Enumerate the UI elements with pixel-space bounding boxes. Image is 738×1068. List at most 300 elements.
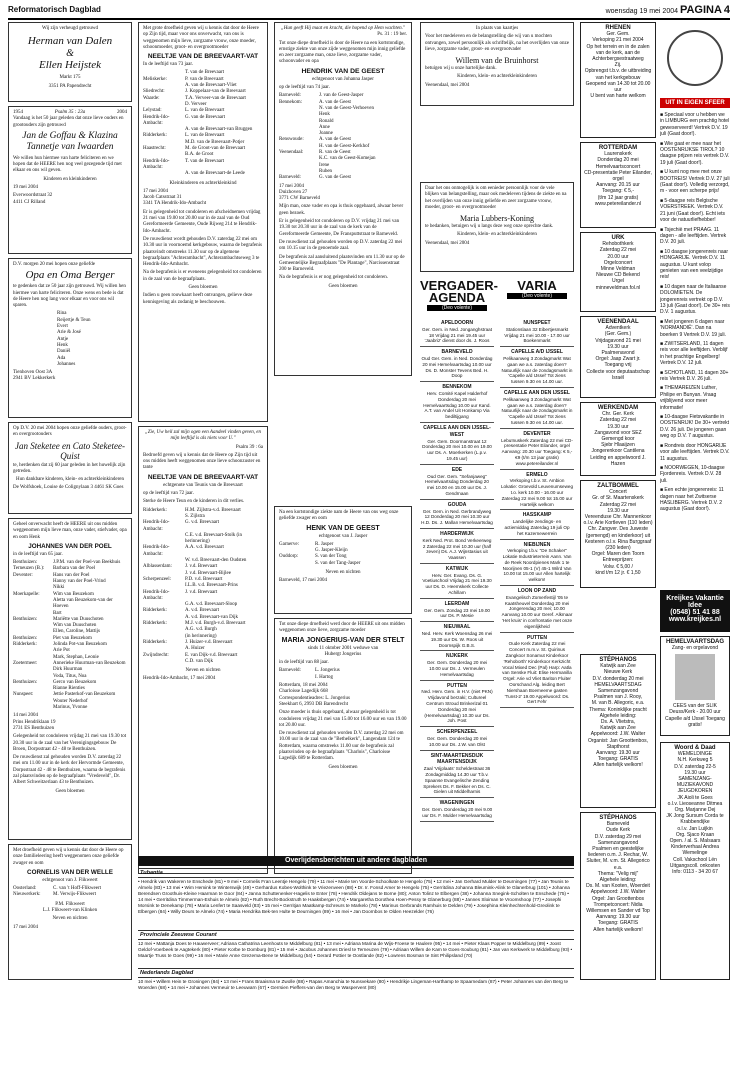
breevaart-service: De rouwdienst wordt gehouden D.V. zaterdag 22 mei om 10.30 uur in voornoemd kerkgebouw, waarna de begrafenis plaatsvindt omstreeks 11.30 uur op de algemene begraafplaats "Achterambacht", Achterambachtseweg 3 te Hendrik-Ido-Ambacht. bbox=[143, 236, 262, 268]
section-tubantia bbox=[138, 868, 574, 928]
performer-photo bbox=[675, 654, 715, 700]
berger-address: Tienhoven Oost 3A bbox=[13, 370, 53, 376]
ad-stephanos-barneveld bbox=[580, 812, 656, 980]
person-name: Aletta van Beuzekom-van der Hoeven bbox=[53, 597, 113, 610]
ad-veenendaal bbox=[580, 316, 656, 398]
thanks-name: Willem van de Bruinhorst bbox=[455, 56, 539, 66]
ad-line: Geopend van 14.30 tot 20.00 uur bbox=[585, 80, 651, 94]
place-label: Ridderkerk: bbox=[143, 621, 167, 627]
ad-line: Ds. M. van Kooten, Woerdeit bbox=[586, 883, 650, 890]
person-name: Rianne Rienties bbox=[53, 686, 85, 692]
ad-line: Zaterdag 22 mei bbox=[599, 501, 637, 508]
person-name: J. v.d. Breevaart bbox=[185, 564, 218, 570]
ampersand: & bbox=[66, 48, 74, 60]
section-title: Nederlands Dagblad bbox=[138, 968, 574, 978]
jongerius-condolence: Onze moeder is thuis opgebaard, alwaar gelegenheid is tot condoleren vrijdag 21 mei van 15.00 tot 16.00 uur en van 19.00 tot 20.00 uur. bbox=[279, 710, 407, 728]
steketee-names: Jan Steketee en Cato Steketee-Quist bbox=[15, 440, 125, 461]
welle-date: 17 mei 2004 bbox=[13, 924, 38, 930]
family-row bbox=[143, 545, 263, 558]
poel-city: 2731 ES Benthuizen bbox=[13, 725, 55, 731]
ad-line: o.l.v. Jan Luijkin bbox=[677, 825, 713, 832]
person-name: Henk bbox=[319, 112, 330, 118]
ad-line: Thema: Koninklijke pracht bbox=[589, 706, 647, 713]
henk-date: Barneveld, 17 mei 2004 bbox=[279, 578, 328, 584]
dateline bbox=[606, 4, 730, 16]
geest-city: 3771 CW Barneveld bbox=[279, 196, 321, 202]
person-name: S. Zijlstra bbox=[185, 513, 205, 519]
ad-line: Kinderverhaal Andrea Wemelinge bbox=[670, 844, 720, 857]
place-label: Moerkapelle: bbox=[13, 591, 40, 597]
sidebar-travel-item bbox=[660, 141, 730, 167]
ad-line: 19.30 uur bbox=[684, 769, 706, 776]
ad-line: Toegang: € 5,- bbox=[602, 188, 634, 195]
agenda-item-title: NUNSPEET bbox=[523, 320, 551, 326]
lubbers-name: Maria Lubbers-Koning bbox=[460, 214, 534, 224]
person-name: D. Verveer bbox=[185, 101, 207, 107]
agenda-title: VERGADER-AGENDA bbox=[420, 278, 499, 305]
bullet-icon: ■ bbox=[660, 140, 665, 147]
jongerius-correspondence: Correspondentieadres: L. Jongerius bbox=[279, 695, 350, 701]
obituary-henk-van-de-geest bbox=[274, 506, 412, 614]
place-label: Benthuizen: bbox=[13, 560, 38, 566]
breevaart-condolence: Er is gelegenheid tot condoleren en afscheidnemen vrijdag 21 mei van 19.00 tot 20.00 uur in de zaal van de Oud Gereformeerde Gemeente, Oude Rijweg 214 te Hendrik-Ido-Ambacht. bbox=[143, 209, 261, 234]
agenda-item-title: ERMELO bbox=[526, 471, 548, 478]
sidebar-item-text: Wie gaat er mee naar het OOSTENRIJKSE TIROL? 10 daagse prijzen reis vertrek D.V. 19 juli (Gaat door!). bbox=[660, 140, 730, 166]
ad-line: Leiding en appelwoord J. Hazen bbox=[590, 454, 646, 467]
bullet-icon: ■ bbox=[660, 442, 665, 449]
sidebar-travel-item bbox=[660, 169, 730, 195]
poel-name: JOHANNES VAN DER POEL bbox=[28, 542, 112, 550]
berger-grandchildren bbox=[13, 311, 127, 368]
lubbers-sign: Kinderen, klein- en achterkleinkinderen bbox=[457, 232, 537, 238]
person-name: E. van Dijk-v.d. Breevaart bbox=[185, 652, 238, 658]
ad-line: CD-presentatie Peter Eilander, orgel bbox=[584, 169, 652, 183]
ad-stephanos-katwijk bbox=[580, 654, 656, 808]
varia-title: VARIA bbox=[517, 278, 557, 293]
agenda-item bbox=[420, 529, 494, 564]
ad-line: 19.30 uur bbox=[607, 423, 629, 430]
bullet-icon: ■ bbox=[660, 341, 665, 347]
breevaart2-sign: Neven en nichten bbox=[185, 668, 221, 674]
page-number: 4 bbox=[723, 4, 730, 16]
ad-line: Volw. € 5,00 / bbox=[603, 563, 633, 570]
ad-line: Ger. Gem. bbox=[606, 31, 630, 38]
anniversary-couple: Jan de Goffau & Klazina Tannetje van Iwaarden bbox=[22, 130, 118, 152]
anniversary-berger bbox=[8, 258, 132, 418]
bullet-icon: ■ bbox=[660, 414, 665, 421]
lubbers-text: Daar het ons onmogelijk is om eenieder persoonlijk voor de vele blijken van belangstelling, maar ook medeleven tijdens de ziekte en na het overlijden van onze innig geliefde en zeer zorgzame vrouw, moeder, groot- en overgrootmoeder bbox=[425, 186, 567, 210]
poel-date: 14 mei 2004 bbox=[13, 713, 38, 719]
agenda-item bbox=[420, 599, 494, 622]
place-label: Ridderkerk: bbox=[143, 639, 167, 645]
ad-line: Entreeprijzen: bbox=[602, 557, 634, 564]
person-name: G. van de Breevaart bbox=[185, 114, 225, 120]
agenda-item-body: Landelijke zendings- en actiemiddag Zaterdag 19 juli Op het Kazernewerrein bbox=[504, 519, 570, 536]
list-item: Reijertje & Teun bbox=[57, 317, 91, 323]
agenda-item bbox=[420, 347, 494, 382]
agenda-item bbox=[500, 586, 574, 633]
agenda-item-title: HASSKAMP bbox=[522, 512, 552, 519]
agenda-item-title: PUTTEN bbox=[447, 682, 467, 689]
person-name: Jettie Pasterkof-van Beuzekom bbox=[53, 692, 116, 698]
ad-line: M. van B. Allegoric, e.a. bbox=[591, 700, 645, 707]
obituary-van-der-welle bbox=[8, 844, 132, 980]
family-row bbox=[13, 598, 127, 611]
ad-line: 19.30 uur bbox=[607, 507, 629, 514]
ad-line: 20.00 uur bbox=[607, 253, 629, 260]
agenda-item-body: Ger. Gem. in Ned. Jonganghstraat 18 Vrijdag 21 mei 19.45 uur 'Jaabriz' dienst door ds. J. Roos bbox=[422, 326, 492, 344]
kreijkes-phone: (0548) 51 41 88 bbox=[670, 609, 720, 616]
ad-line: Org. Sjaco Kraan bbox=[675, 831, 715, 838]
henk-intro: Na een kortstondige ziekte nam de Heere van ons weg onze geliefde zwager en oom bbox=[279, 510, 399, 522]
place-label: Ridderkerk: bbox=[13, 642, 37, 648]
ad-line: Samenzangavond bbox=[597, 839, 639, 846]
ad-line: Orgel: Maren den Toorn bbox=[591, 551, 645, 558]
welle-row bbox=[13, 892, 127, 898]
henk-sub: echtgenoot van J. Jasper bbox=[318, 533, 368, 539]
geest-name: HENDRIK VAN DE GEEST bbox=[301, 67, 385, 75]
place-label bbox=[143, 533, 185, 546]
thanks-date: Veenendaal, mei 2004 bbox=[425, 82, 470, 88]
ad-line: Trompetconcert: Nidia Willemsen en Sander vd Top bbox=[586, 901, 650, 915]
agenda-item bbox=[420, 751, 494, 799]
ad-line: Ds. A. Vlietstra, bbox=[600, 719, 636, 726]
thanks-sign: Kinderen, klein- en achterkleinkinderen bbox=[457, 74, 537, 80]
person-name: L. van de Breevaart bbox=[185, 108, 225, 114]
steketee-sign: Hun dankbare kinderen, klein- en achterkleinkinderen bbox=[15, 477, 124, 483]
person-name: Hans van der Poel bbox=[53, 572, 90, 578]
agenda-item-body: Ned. Herv. Gem. in H.V. (niet PKN) Vrijdavond berzaki; Cultureel Centrum Stroud Brinkerizal 01 Donderdag 20 mei (Hemelvaartsdag) 10.30 uur Ds. Joh. Post bbox=[421, 689, 493, 724]
address-city: 3351 PA Papendrecht bbox=[48, 83, 92, 89]
person-name: S. van der Tang-Jasper bbox=[315, 560, 361, 566]
sidebar-travel-item bbox=[660, 414, 730, 440]
place-label bbox=[279, 561, 315, 567]
ad-line: SAMENZANG-MUZIEKAVOND bbox=[676, 776, 714, 789]
place-label: Barneveld: bbox=[279, 175, 301, 181]
person-name: C.E. v.d. Breevaart-Stolk (in herinnering) bbox=[185, 532, 243, 545]
bullet-icon: ■ bbox=[660, 385, 665, 392]
person-name: A. van de Breevaart-Vliet bbox=[185, 83, 237, 89]
agenda-item-title: BARNEVELD bbox=[441, 349, 473, 356]
thanks-lubbers bbox=[420, 182, 574, 272]
place-label: Hendrik-Ido-Ambacht: bbox=[143, 158, 170, 170]
agenda-item-body: Ger. Gem. Doormanstraat 12 Donderdag 20 mei 10.00 en 19.00 uur Ds. A. Moerkerken (L.p.v. 19.45 uur) bbox=[422, 438, 492, 461]
person-name: Joanne bbox=[319, 131, 333, 137]
sidebar-travel-item bbox=[660, 249, 730, 281]
person-name: T. van de Breevaart bbox=[185, 70, 225, 76]
place-label: Alblasserdam: bbox=[143, 564, 172, 570]
ad-line: Psalmen van J. Rooy, bbox=[593, 694, 643, 701]
agenda-item-title: SCHERPENZEEL bbox=[436, 729, 478, 736]
person-name: Dirk Huurman bbox=[53, 667, 83, 673]
person-name: H.M. Zijlstra-v.d. Breevaart bbox=[185, 507, 241, 513]
sidebar-item-text: SCHOTLAND, 11 dagen 30+ reis Vertrek D.V. 26 juli. bbox=[660, 369, 729, 383]
agenda-item bbox=[420, 727, 494, 750]
sidebar-travel-item bbox=[660, 319, 730, 338]
ad-line: Donderdag 20 mei bbox=[597, 157, 639, 164]
person-name: G. Jasper-Kleijn bbox=[315, 548, 348, 554]
person-name: A. v.d. Breevaart-van Dijk bbox=[185, 614, 238, 620]
agenda-item-title: CAPELLE AAN DEN IJSSEL bbox=[504, 389, 570, 396]
family-row bbox=[143, 159, 263, 172]
ad-line: Verkoping 21 mei 2004 bbox=[592, 37, 644, 44]
place-label: Oosterland: bbox=[13, 886, 37, 892]
henk-family-list bbox=[279, 542, 407, 567]
sidebar-travel-item bbox=[660, 227, 730, 246]
person-name: Ruben bbox=[319, 168, 333, 174]
geest-no-flowers: Geen bloemen bbox=[328, 283, 358, 289]
anniversary-goffau bbox=[8, 106, 132, 254]
ad-line: Aanvang: 19.30 uur bbox=[596, 750, 640, 757]
list-item: Rina bbox=[57, 311, 67, 317]
agenda-item-title: NIJKERK bbox=[446, 653, 468, 660]
geest-text5: De begrafenis zal aansluitend plaatsvinden om 11.30 uur op de Gemeentelijke Begraafplaats "De Plantage", Narcissenstraat 200 te Barneveld. bbox=[279, 254, 405, 273]
place-label: Haastrecht: bbox=[143, 146, 166, 152]
ad-line: Orgel: Jaap Zwart jr. bbox=[595, 356, 641, 363]
travel-logo-icon bbox=[667, 30, 723, 86]
thanks-bruinhorst bbox=[420, 22, 574, 106]
person-name: J.P.M. van der Poel-van Beekhuis bbox=[53, 560, 121, 566]
place-label: Zoetermeer: bbox=[13, 660, 38, 666]
person-name: J. Huizer-v.d. Breevaart bbox=[185, 639, 233, 645]
list-item: Henk bbox=[57, 342, 68, 348]
bullet-icon: ■ bbox=[660, 169, 665, 176]
jongerius-correspondence-addr: Steekhart 6, 2993 DB Barendrecht bbox=[279, 701, 349, 707]
geest-sub: echtgenoot van Johanna Jasper bbox=[312, 76, 374, 82]
section-text: 12 mei • Mattanja Does te Hauwerveer; Adriana Cathatrina Leenhouts te Middelburg (81) • 13 mei • Adriana Marina de Wijs-Froese te Haulere (95) • 14 mei • Pieter Klaas Popper te Middelburg (89) • Joost Geldof-Voerbeek te Aagtekerk (80) • Pieter Korbe te Domburg (81) • 15 mei • Jacobus Johannes Driesl te Terneuzen (79) • Adriaan Willem de Kam te Goes-Souburg (81) • Jan van Kerkwerk te Middelburg (93) • Maartje Truss te Goes (99) • 16 mei • Marie Anne Grezema-Bene te Middelburg (54) • Gerard Pottier te Oostlande (82) • Lowrens Bosman te Sint Philipsland (70) bbox=[138, 941, 573, 958]
welle-sign: Neven en nichten bbox=[52, 916, 88, 922]
jongerius-sub2: Hubergt Jongerius bbox=[324, 651, 362, 657]
varia-list bbox=[500, 318, 574, 868]
person-name: Marinus, Yvonne bbox=[53, 705, 88, 711]
ad-line: Opbrengst t.b.v. de uitbreiding van het kerkgebouw bbox=[584, 68, 652, 81]
obituary-jongerius bbox=[274, 618, 412, 874]
place-label: Nunspeet: bbox=[13, 692, 34, 698]
person-name: G. van de Geest bbox=[319, 175, 351, 181]
sidebar-item-text: Met jongeren 6 dagen naar 'NORMANDIË'. Dan na boerken 9 Vertrek D.V. 19 juli. bbox=[660, 318, 726, 338]
breevaart2-footer: Hendrik-Ido-Ambacht, 17 mei 2004 bbox=[143, 676, 216, 682]
agenda-item bbox=[420, 651, 494, 680]
agenda-item-body: Oud Ger. Gem. in Ned. Donderdag 20 mei Hemelvaartsdag 10.00 uur Ds. D. Monster Tevens Bed. H. Doop bbox=[421, 355, 493, 379]
ad-line: Katwijk aan Zee bbox=[600, 663, 636, 670]
list-item: Johannes bbox=[57, 361, 76, 367]
breevaart-city: 3341 TA Hendrik-Ido-Ambacht bbox=[143, 201, 207, 207]
ad-line: Psalmen en geestelijke liederen o.m. J. Rechar, W. Sluiter, M. v.m. St. Allegorico e.a. bbox=[586, 846, 650, 871]
ad-line: N.H. Kerkweg 5 bbox=[677, 757, 713, 764]
ad-title: STÉPHANOS bbox=[599, 815, 637, 821]
place-label bbox=[143, 659, 185, 665]
person-name: Ellen, Caroline, Mattijs bbox=[53, 629, 100, 635]
ad-line: Concert bbox=[609, 489, 627, 496]
agenda-list bbox=[420, 318, 494, 868]
agenda-item bbox=[500, 540, 574, 587]
ad-line: D.V. zaterdag 22-5 bbox=[674, 763, 716, 770]
poel-age: in de leeftijd van 65 jaar. bbox=[13, 551, 63, 557]
welle-intro: Met droefheid geven wij u kennis dat door de Heere op onze familieleering heeft weggenomen onze geliefde zwager en oom bbox=[13, 848, 124, 866]
person-name: A. v.d. Breevaart bbox=[185, 608, 219, 614]
place-label: Meliskerke: bbox=[143, 76, 167, 82]
person-name: Bart bbox=[53, 610, 62, 616]
place-label: Hendrik-Ido-Ambacht: bbox=[143, 545, 170, 557]
place-label: Bennekom: bbox=[279, 99, 303, 105]
person-name: L.J. Flikweert-van Klinken bbox=[42, 908, 98, 914]
ad-line: Oude Kerk bbox=[606, 827, 630, 834]
breevaart-after: Na de begrafenis is er eveneens gelegenheid tot condoleren in de zaal van de begraafplaats. bbox=[143, 270, 262, 282]
section-title: Provinciale Zeeuwse Courant bbox=[138, 930, 574, 940]
bullet-icon: ■ bbox=[660, 487, 665, 494]
place-label: Benthuizen: bbox=[13, 616, 38, 622]
ad-line: Algehele leiding: bbox=[599, 712, 637, 719]
person-name: T.A. Verveer-van de Breevaart bbox=[185, 95, 246, 101]
section-text: • Hendrik van Wakeren te Enschede (81) • 9 mei • Cornelis Fran Leentje Hengelo (79) • 11 mei • Marie ten Voorde-Schoolkate te Hengelo (75) • 12 mei • Jan Gerhard Mulder te Deurningen (77) • Jan Teunis te Almelo (83) • 13 mei • Wim Hemink te Winterswijk (49) • Gerhardus Kobes-Wolthink te Vriezenveen (88) • Dr. Ir. Fonsd Amer te Hengelo (75) • Gerritdina Johanna Bleumink-Alink te Glanerbrug (101) • Johanna Berendsen Groothuis-Kleine Haarman te Goor (84) • Janna Schuttenenker-Hagelis te Enter (78) • Hendrik Oldejans te Borne (80); Anton Tolinz te Elbergen (38) • Johanna Snegink-Scholten te Enschede (75) • 14 mei • Gerritdina Timmerman-Eshuis te Almelo (82) • Ruth Brecht-Bockstruth te Haaksbergen (74) • Margaretha Dorothea Hoen-Pessy te Glanerburg (88) • Jannes Sloiman te Vroomshoop (77) • Josephi Morsink te Denekamp (78) • Maria Lenfert te Saasveld (83) • 15 mei • Gerritjan Maatkamp-Schreurs te Markelo (78) • Marinus Gerbrands Ramhuis te Delden (79) • Josephina Kleinhechtenhold-Greolink te Elbergen (84) • Willy Deurs te Almelo (74) • Maria Hendrika Bek-ten Hulte te Deurningen (89) • 16 mei • Jan Doornbos te Olden Heezelder (76) bbox=[138, 879, 570, 914]
agenda-item-body: Lebuïnuskerk Zaterdag 22 mei CD-presentatie Peter Eilander, orgel Aanvang: 20.30 uur Toegang: € 5,- €9 (t/m 13 jaar gratis) www.petereilander.nl bbox=[501, 437, 573, 466]
ad-line: Gemengd koor bbox=[601, 436, 635, 443]
section-nd bbox=[138, 968, 574, 998]
person-name: A. van de Breevaart-van Bruggen bbox=[185, 127, 253, 133]
place-label: Sliedrecht: bbox=[143, 89, 165, 95]
ad-werkendam bbox=[580, 402, 656, 476]
bullet-icon: ■ bbox=[660, 283, 665, 290]
breevaart2-age: op de leeftijd van 72 jaar. bbox=[143, 491, 194, 497]
anniversary-text: Vandaag is het 50 jaar geleden dat onze lieve ouders en grootouders zijn getrouwd bbox=[13, 116, 124, 128]
ad-line: Organist: Jan Groottenbos, Stapthorst bbox=[587, 737, 649, 750]
breevaart2-family-list bbox=[143, 508, 263, 665]
jongerius-sub1: sinds 11 oktober 2001 weduwe van bbox=[307, 645, 379, 651]
person-name: G.A. v.d. Breevaart-Sloop bbox=[185, 602, 238, 608]
person-name: M.D. van de Breevaart-Potjer bbox=[185, 139, 245, 145]
person-name: R. Jasper bbox=[315, 541, 334, 547]
person-name: Gerco van Beuzekom bbox=[53, 679, 97, 685]
geest-date: 17 mei 2004 bbox=[279, 183, 304, 189]
agenda-item-body: Ger. Gem. Donderdag 20 mei 10.00 uur Ds. J.W. van Olst bbox=[426, 736, 488, 747]
ad-rotterdam bbox=[580, 142, 656, 228]
place-label: Garnerve: bbox=[279, 541, 299, 547]
person-name: R. van de Geest bbox=[319, 150, 351, 156]
sidebar-travel-item bbox=[660, 198, 730, 224]
anniversary-sign: Kinderen en kleinkinderen bbox=[43, 176, 97, 182]
breevaart2-intro: Bedroefd geven wij u kennis dat de Heere op Zijn tijd uit ons midden heeft weggenomen onze lieve schoonzuster en tante bbox=[143, 452, 261, 471]
ad-line: Orgel: Jan Groottenbos bbox=[592, 895, 644, 902]
family-row bbox=[13, 705, 127, 711]
person-name: Annerieke Huurman-van Beuzekom bbox=[53, 660, 126, 666]
ad-line: Zij. bbox=[614, 62, 622, 69]
ad-line: Urgel bbox=[612, 278, 624, 285]
ad-title: URK bbox=[611, 235, 625, 241]
family-row bbox=[143, 520, 263, 533]
ad-line: HEMELVAARTSDAG bbox=[594, 681, 642, 688]
agenda-item-title: PUTTEN bbox=[527, 634, 547, 641]
person-name: Irene bbox=[319, 162, 330, 168]
jongerius-address: Charloisse Lagedijk 668 bbox=[279, 689, 328, 695]
jongerius-intro: Tot onze diepe droefheid werd door de HEERE uit ons midden weggenomen onze lieve, zorgzame moeder bbox=[279, 622, 405, 634]
agenda-item bbox=[420, 681, 494, 728]
bullet-icon: ■ bbox=[660, 248, 665, 255]
ad-rhenen bbox=[580, 22, 656, 138]
hemel-title: HEMELVAARTSDAG bbox=[665, 639, 725, 645]
agenda-item-title: SINT-MAARTENSDIJK MAARTENSDIJK bbox=[430, 752, 484, 766]
geest-address: Duizhoven 27 bbox=[279, 189, 308, 195]
bullet-icon: ■ bbox=[660, 226, 665, 233]
thanks-text: Voor het medeleven en de belangstelling die wij van u mochten ontvangen, zowel persoonlijk als schriftelijk, na het overlijden van onze lieve, zorgzame vader, groot- en overgrootvader bbox=[425, 34, 569, 52]
person-name: A. Huizer bbox=[185, 646, 205, 652]
person-name: Barbara van der Poel bbox=[53, 566, 96, 572]
announcement-intro: Wij zijn verheugd getrouwd bbox=[41, 26, 99, 31]
ad-line: WEMELDINGE bbox=[677, 751, 713, 758]
place-label: Benthuizen: bbox=[13, 679, 38, 685]
breevaart2-verse-ref: Psalm 39 : 6a bbox=[235, 444, 263, 450]
person-name: Mark, Stephan, Leonie bbox=[53, 654, 99, 660]
agenda-item-title: CAPELLE AAN DEN IJSSEL-WEST bbox=[423, 424, 491, 438]
ad-line: Info: 0113 - 34 20 67 bbox=[672, 869, 718, 876]
ad-hemelvaart bbox=[660, 636, 730, 736]
agenda-item-body: Ger. Gem. Zondag 23 mei 19.00 uur Ds. P. Mesie bbox=[424, 607, 490, 619]
sidebar-item-text: 10 daagse jongerenreis naar HONGARIJE. Vertrek D.V. 11 augustus. U kunt volop genieten van een veelzijdige reis! bbox=[660, 248, 729, 281]
person-name: I. Hartog bbox=[315, 674, 334, 680]
welle-name: CORNELIS VAN DER WELLE bbox=[27, 868, 113, 876]
ad-line: Op het terrein en in de zalen van de kerk, aan de Achterbergsestraatweg bbox=[586, 43, 650, 63]
agenda-item-title: NIEBIJNEN bbox=[523, 541, 551, 548]
agenda-item-body: Ger. Gem. in Ned. Gerbrandyweg 12 Donderdag 20 mei 10.30 uur H.D. Ds. J. Mallan Hemelvaartsdag bbox=[421, 508, 493, 526]
agenda-item-body: Ned. Herv. Kerk Woensdag 26 mei 19.30 uur Ds. W. Roos uit Doornspijk G.B.S. bbox=[421, 631, 493, 648]
breevaart2-name: NEELTJE VAN DE BREEVAART-VAT bbox=[147, 473, 259, 481]
family-row bbox=[143, 659, 263, 665]
ad-title: ROTTERDAM bbox=[598, 145, 638, 151]
person-name: P.M. Flikweert bbox=[55, 901, 85, 907]
ad-line: Org. Marjanne Dej bbox=[674, 807, 716, 814]
jongerius-age: in de leeftijd van 88 jaar. bbox=[279, 660, 329, 666]
ad-line: Chr. Ger. Kerk bbox=[602, 411, 634, 418]
family-row bbox=[279, 561, 407, 567]
ad-line: Katwijk aan Zee bbox=[600, 725, 636, 732]
place-label bbox=[279, 675, 315, 681]
poel-intro: Geheel onverwacht heeft de HEERE uit ons midden weggenomen mijn lieve man, onze vader, stiefvader, opa en oom Henk bbox=[13, 522, 127, 540]
person-name: B.A. de Groot bbox=[185, 152, 214, 158]
sidebar-item-text: Een echte jongerenreis: 11 dagen naar het Zwitserse HASLIBERG. Vertrek D.V. 2 augustus (Gaat door!). bbox=[660, 487, 724, 513]
place-label: Hendrik-Ido-Ambacht: bbox=[143, 589, 170, 601]
place-label: Waarde: bbox=[143, 95, 160, 101]
breevaart-address: Jacob Catsstraat 31 bbox=[143, 195, 182, 201]
ad-line: Nieuwe CD Bekend bbox=[596, 272, 640, 279]
agenda-item-title: DEVENTER bbox=[523, 430, 551, 437]
section-title: Tubantia bbox=[138, 868, 574, 878]
anniversary-city: 4411 CJ Rilland bbox=[13, 199, 46, 205]
ad-line: JK Jong Sursum Corda te Krabbendijke bbox=[666, 813, 724, 826]
anniversary-wish: We willen hun hiermee van harte feliciteren en we hopen dat de HEERE hen nog veel gezegende tijd met elkaar en ons wil geven. bbox=[13, 155, 122, 174]
ad-line: Rehobothkerk bbox=[602, 241, 634, 248]
person-name: S. van der Tong bbox=[315, 554, 347, 560]
ad-line: D.V. zaterdag 29 mei bbox=[594, 833, 642, 840]
sidebar-item-text: Speciaal voor u hebben we in LIMBURG een prachtig hotel geweserveerd! Vertrek D.V. 19 juli (Gaat door!). bbox=[660, 112, 730, 138]
poel-no-flowers: Geen bloemen bbox=[55, 788, 85, 794]
list-item: Evert bbox=[57, 324, 68, 330]
agenda-item bbox=[500, 470, 574, 511]
berger-names: Opa en Oma Berger bbox=[25, 269, 115, 282]
person-name: G. v.d. Breevaart bbox=[185, 520, 219, 526]
breevaart-date: 17 mei 2004 bbox=[143, 188, 168, 194]
ad-line: Vereenduse Chr. Mannenkoor o.l.v. Arie Kortleven (110 leden) bbox=[583, 514, 653, 527]
poel-service: De rouwdienst zal gehouden worden D.V. zaterdag 22 mei om 11.00 uur in de kerk der Hervormde Gemeente, Dorpsstraat 42 - 48 te Benthuizen, waarna de begrafenis zal plaatsvinden op de begraafplaats "Vredeveld", Dr. Albert Schweitzerlaan 43 te Benthuizen. bbox=[13, 755, 126, 786]
person-name: L. van de Breevaart bbox=[185, 133, 225, 139]
place-label: Barneveld: bbox=[279, 93, 301, 99]
ad-line: www.petereilander.nl bbox=[594, 200, 642, 207]
person-name: W. v.d. Breevaart-den Oudsten bbox=[185, 558, 247, 564]
agenda-item-title: EDE bbox=[451, 466, 463, 473]
section-text: 10 mei • Willem Hein te Groningen (84) • 13 mei • Frans Braaisma te Zwolle (88) • Rapas Amanchia te Nunsvekare (80) • Hendrikje Lingeman-Harthamp te Spaarnedam (87) • Peter Johannes van den Berg te Woerden (68) • 14 mei • Johannes Vermeuir te Leeuwarn (67) • Gerrsien Pieffers-van den Berg te Waspervent (80) bbox=[138, 979, 569, 990]
bullet-icon: ■ bbox=[660, 112, 665, 118]
ad-line: Vrijdagavond 21 mei bbox=[595, 337, 641, 344]
bride-name: Ellen Heijstek bbox=[38, 59, 101, 72]
agenda-item-body: Herv. Ger. Evang. Ds. G. Voetiuschool Vrijdag 21 mei 19.30 uur Ds. D. Heemskerk Collecte Achillam bbox=[422, 572, 492, 596]
